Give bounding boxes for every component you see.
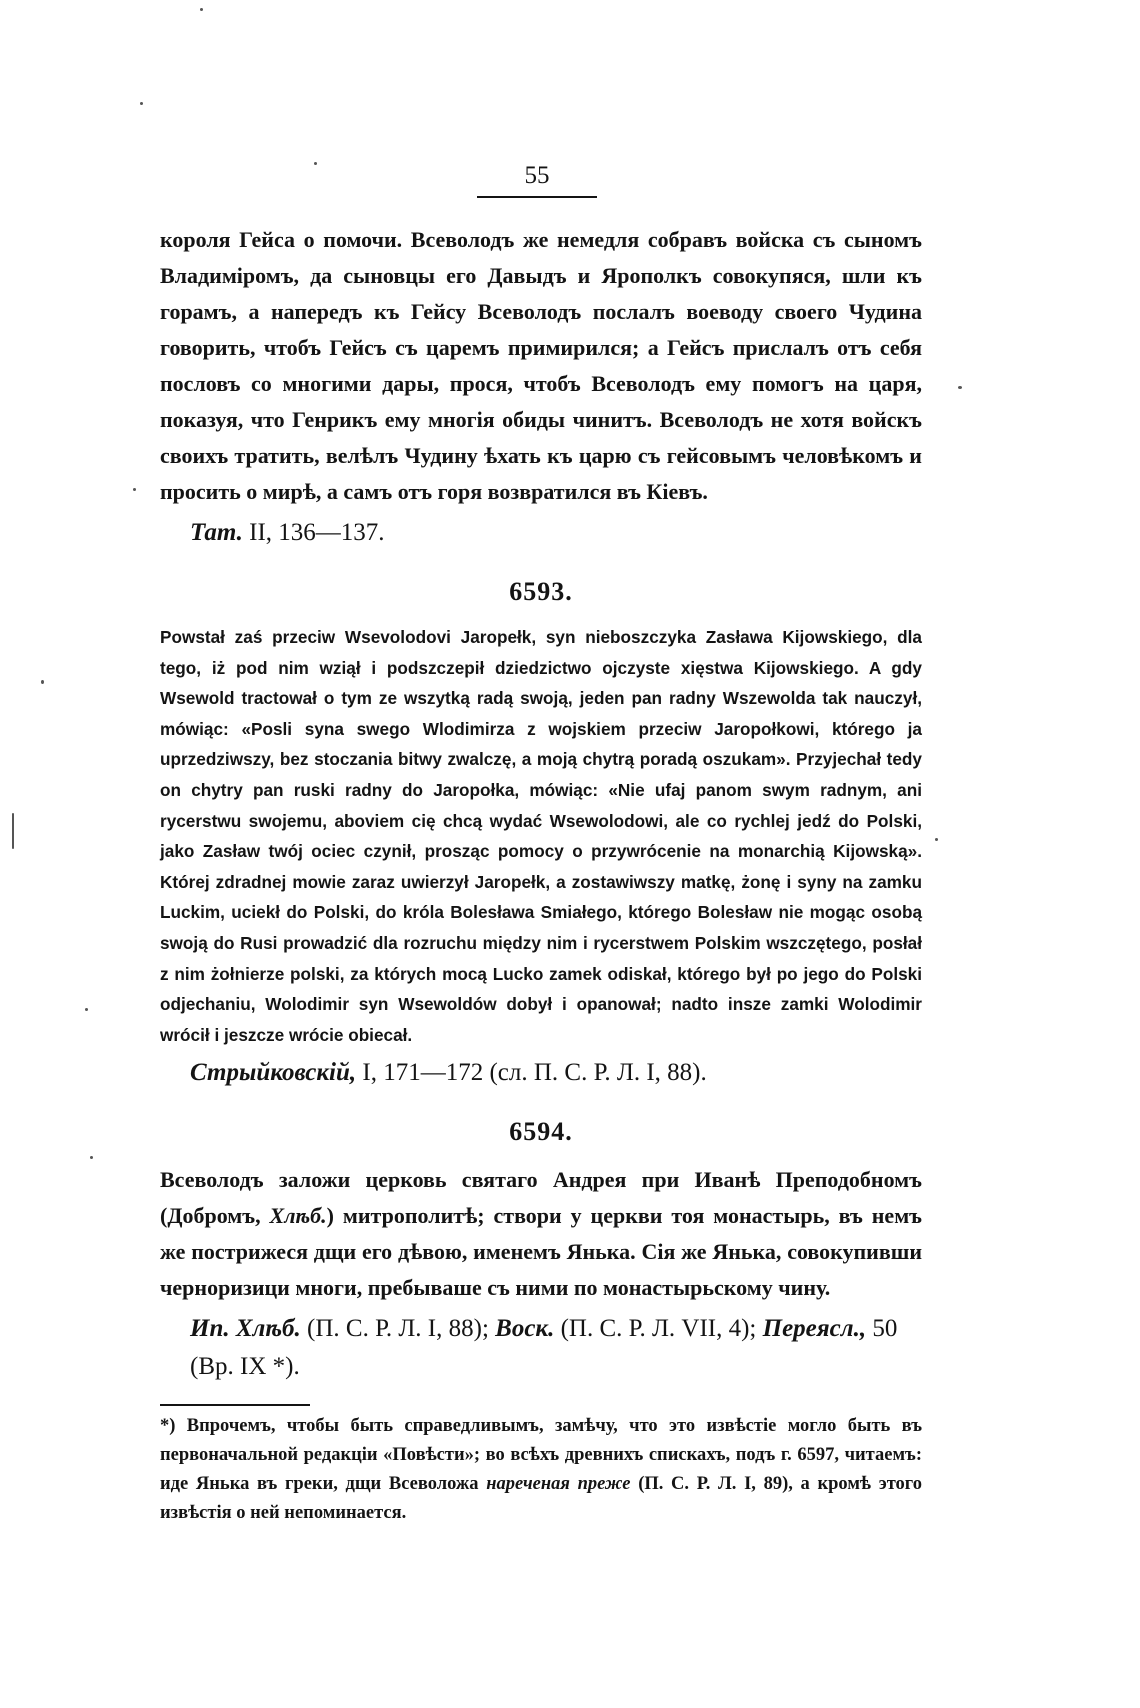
- footnote-text-before: *) Впрочемъ, чтобы быть справедливымъ, замѣчу, что это извѣстіе могло быть въ первоначальной редакціи «Повѣсти»; во всѣхъ древнихъ спискахъ, подъ г. 6597, читаемъ: иде Янька въ греки, дщи Всеволожа: [160, 1416, 922, 1495]
- scan-speck: [133, 488, 136, 491]
- footnote: [160, 1412, 922, 1528]
- section-3-paragraph: [160, 1162, 922, 1306]
- section-3-text-italic: Хлѣб.: [269, 1203, 327, 1229]
- section-3-text-before: Всеволодъ заложи церковь святаго Андрея при Иванѣ Преподобномъ (Добромъ,: [160, 1167, 922, 1229]
- section-1-source: [190, 514, 922, 552]
- section-3-src-1-title: Ип. Хлѣб.: [190, 1315, 301, 1343]
- section-3-src-3-ref: 50 (Вр. IX *).: [190, 1315, 898, 1381]
- section-2-year: 6593.: [509, 577, 573, 606]
- section-1-paragraph: короля Гейса о помочи. Всеволодъ же немедля собравъ войска съ сыномъ Владиміромъ, да сыновцы его Давыдъ и Ярополкъ совокупяся, шли къ горамъ, а напередъ къ Гейсу Всеволодъ послалъ воеводу своего Чудина говорить, чтобъ Гейсъ съ царемъ примирился; а Гейсъ прислалъ отъ себя пословъ со многими дары, прося, чтобъ Всеволодъ ему помогъ на царя, показуя, что Генрикъ ему многія обиды чинитъ. Всеволодъ не хотя войскъ своихъ тратить, велѣлъ Чудину ѣхать къ царю съ гейсовымъ человѣкомъ и просить о мирѣ, а самъ отъ горя возвратился въ Кіевъ.: [160, 227, 922, 504]
- section-2-source: [190, 1054, 922, 1092]
- scan-speck: [200, 8, 203, 11]
- scan-speck: [90, 1156, 93, 1159]
- section-1-source-ref: II, 136—137.: [249, 519, 385, 546]
- scan-speck: [12, 813, 14, 849]
- main-text-column: [160, 222, 922, 1528]
- section-3-year: 6594.: [509, 1117, 573, 1147]
- section-1-source-title: Тат.: [190, 519, 243, 546]
- footnote-text-italic: нареченая преже: [486, 1474, 631, 1495]
- scan-speck: [140, 102, 143, 105]
- section-2-polish-paragraph: Powstał zaś przeciw Wsevolodovi Jaropełk, syn nieboszczyka Zasława Kijowskiego, dla tego, iż pod nim wziął i podszczepił dziedzictwo ojczyste xięstwa Kijowskiego. A gdy Wsewold tractował o tym ze wszytką radą swoją, jeden pan radny Wszewolda tak nauczył, mówiąc: «Posli syna swego Wlodimirza z wojskiem przeciw Jaropołkowi, którego ja uprzedziwszy, bez stoczania bitwy zwalczę, a moją chytrą poradą oszukam». Przyjechał tedy on chytry pan ruski radny do Jaropołka, mówiąc: «Nie ufaj panom swym radnym, ani rycerstwu swojemu, aboviem cię chcą wydać Wsewolodowi, ale co rychlej jedź do Polski, jako Zasław twój ociec czynił, prosząc pomocy o przywrócenie na monarchią Kijowską». Której zdradnej mowie zaraz uwierzył Jaropełk, a zostawiwszy matkę, żonę i syny na zamku Luckim, uciekł do Polski, do króla Bolesława Smiałego, którego Bolesław nie mogąc osobą swoją do Rusi prowadzić dla rozruchu między nim i rycerstwem Polskim wszczętego, posłał z nim żołnierze polski, za których mocą Lucko zamek odiskał, którego był po jego do Polski odjechaniu, Wolodimir syn Wsewoldów dobył i opanował; nadto insze zamki Wolodimir wrócił i jeszcze wrócie obiecał.: [160, 627, 922, 1045]
- section-3-src-2-title: Воск.: [495, 1315, 555, 1343]
- section-3-src-1-ref: (П. С. Р. Л. I, 88);: [307, 1315, 489, 1343]
- section-2-source-title: Стрыйковскій,: [190, 1059, 357, 1087]
- section-3-src-2-ref: (П. С. Р. Л. VII, 4);: [560, 1315, 757, 1343]
- footnote-divider: [160, 1404, 310, 1406]
- section-3-text-after: ) митрополитѣ; створи у церкви тоя монастырь, въ немъ же пострижеся дщи его дѣвою, именемъ Янька. Сія же Янька, совокупивши черноризици многи, пребываше съ ними по монастырьскому чину.: [160, 1203, 923, 1301]
- page-number: 55: [477, 162, 597, 198]
- section-3-src-3-title: Переясл.,: [762, 1315, 867, 1343]
- scan-speck: [41, 680, 44, 684]
- scan-speck: [314, 162, 317, 165]
- footnote-text-after: (П. С. Р. Л. I, 89), а кромѣ этого извѣстія о ней непоминается.: [160, 1474, 922, 1524]
- section-2-source-ref: I, 171—172 (сл. П. С. Р. Л. I, 88).: [362, 1059, 707, 1087]
- scan-speck: [85, 1008, 88, 1011]
- section-3-sources: [190, 1310, 922, 1386]
- scan-speck: [958, 386, 962, 389]
- scan-speck: [935, 838, 938, 841]
